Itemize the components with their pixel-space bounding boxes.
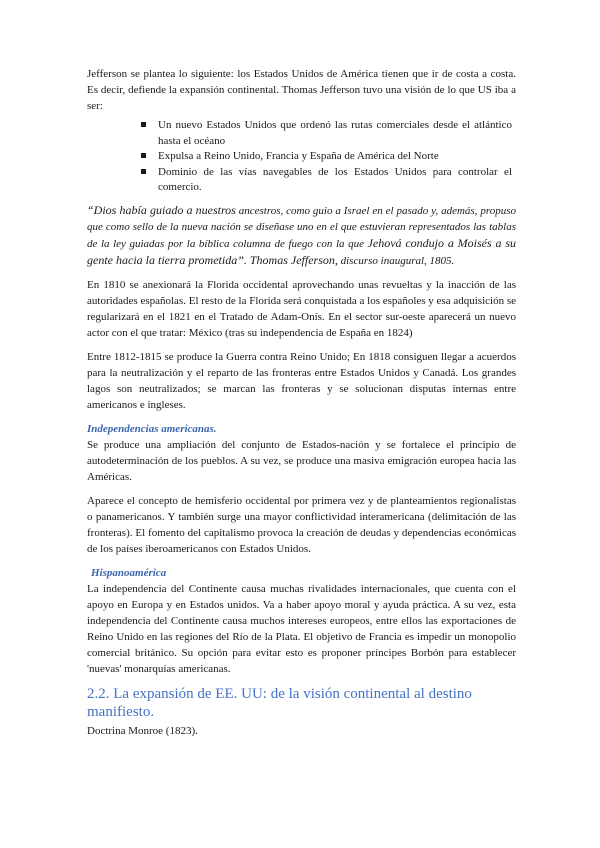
paragraph-hispanoamerica: La independencia del Continente causa muchas rivalidades internacionales, que cuenta con el apoyo en Europa y en Estados unidos. Va a haber apoyo moral y ayuda práctica. A su vez, esta independencia del Continente causa muchos intereses europeos, entre ellos las exportaciones de Reino Unido en las regiones del Río de la Plata. El objetivo de Francia es impedir un monopolio comercial británico. Su opción para evitar esto es proponer príncipes Borbón para establecer 'nuevas' monarquías americanas. (87, 582, 516, 675)
list-item: Un nuevo Estados Unidos que ordenó las rutas comerciales desde el atlántico hasta el océano (141, 118, 516, 149)
square-bullet-icon (141, 169, 146, 174)
jefferson-quote: “Dios había guiado a nuestros ancestros, como guio a Israel en el pasado y, además, propuso que como sello de la nueva nación se diseñase uno en el que estuvieran representados las tablas de la ley guiadas por la bíblica columna de fuego con la que Jehová condujo a Moisés a su gente hacia la tierra prometida”. Thomas Jefferson, discurso inaugural, 1805. (87, 202, 516, 267)
section-heading: 2.2. La expansión de EE. UU: de la visión continental al destino manifiesto. (87, 685, 472, 720)
paragraph-florida: En 1810 se anexionará la Florida occidental aprovechando unas revueltas y la inacción de las autoridades españolas. El resto de la Florida será conquistada a los españoles y esa adquisición se regularizará en el 1821 en el Tratado de Adam-Onís. En el sector sur-oeste aparecerá un nuevo actor con el que tratar: México (tras su independencia de España en 1824) (87, 278, 516, 339)
list-item: Expulsa a Reino Unido, Francia y España de América del Norte (141, 149, 516, 165)
list-item: Dominio de las vías navegables de los Estados Unidos para controlar el comercio. (141, 165, 516, 196)
paragraph-war-uk: Entre 1812-1815 se produce la Guerra contra Reino Unido; En 1818 consiguen llegar a acuerdos para la neutralización y el reparto de las fronteras entre Estados Unidos y Canadá. Los grandes lagos son neutralizados; se marcan las fronteras y se solucionan disputas internas entre americanos e ingleses. (87, 350, 516, 411)
paragraph-independencias: Se produce una ampliación del conjunto de Estados-nación y se fortalece el principio de autodeterminación de los pueblos. A su vez, se produce una masiva emigración europea hacia las Américas. (87, 438, 516, 483)
paragraph-monroe: Doctrina Monroe (1823). (87, 724, 198, 737)
subheading-independencias: Independencias americanas. (87, 422, 217, 435)
square-bullet-icon (141, 153, 146, 158)
paragraph-hemisferio: Aparece el concepto de hemisferio occidental por primera vez y de planteamientos regionalistas o panamericanos. Y también surge una mayor conflictividad interamericana (delimitación de las fronteras). El fomento del capitalismo provoca la creación de deudas y dependencias económicas de los países iberoamericanos con Estados Unidos. (87, 494, 516, 555)
square-bullet-icon (141, 122, 146, 127)
paragraph-jefferson-intro: Jefferson se plantea lo siguiente: los Estados Unidos de América tienen que ir de costa a costa. Es decir, defiende la expansión continental. Thomas Jefferson tuvo una visión de lo que US iba a ser: (87, 68, 516, 112)
bullet-list-jefferson-vision (87, 118, 516, 196)
subheading-hispanoamerica: Hispanoamérica (91, 566, 167, 579)
